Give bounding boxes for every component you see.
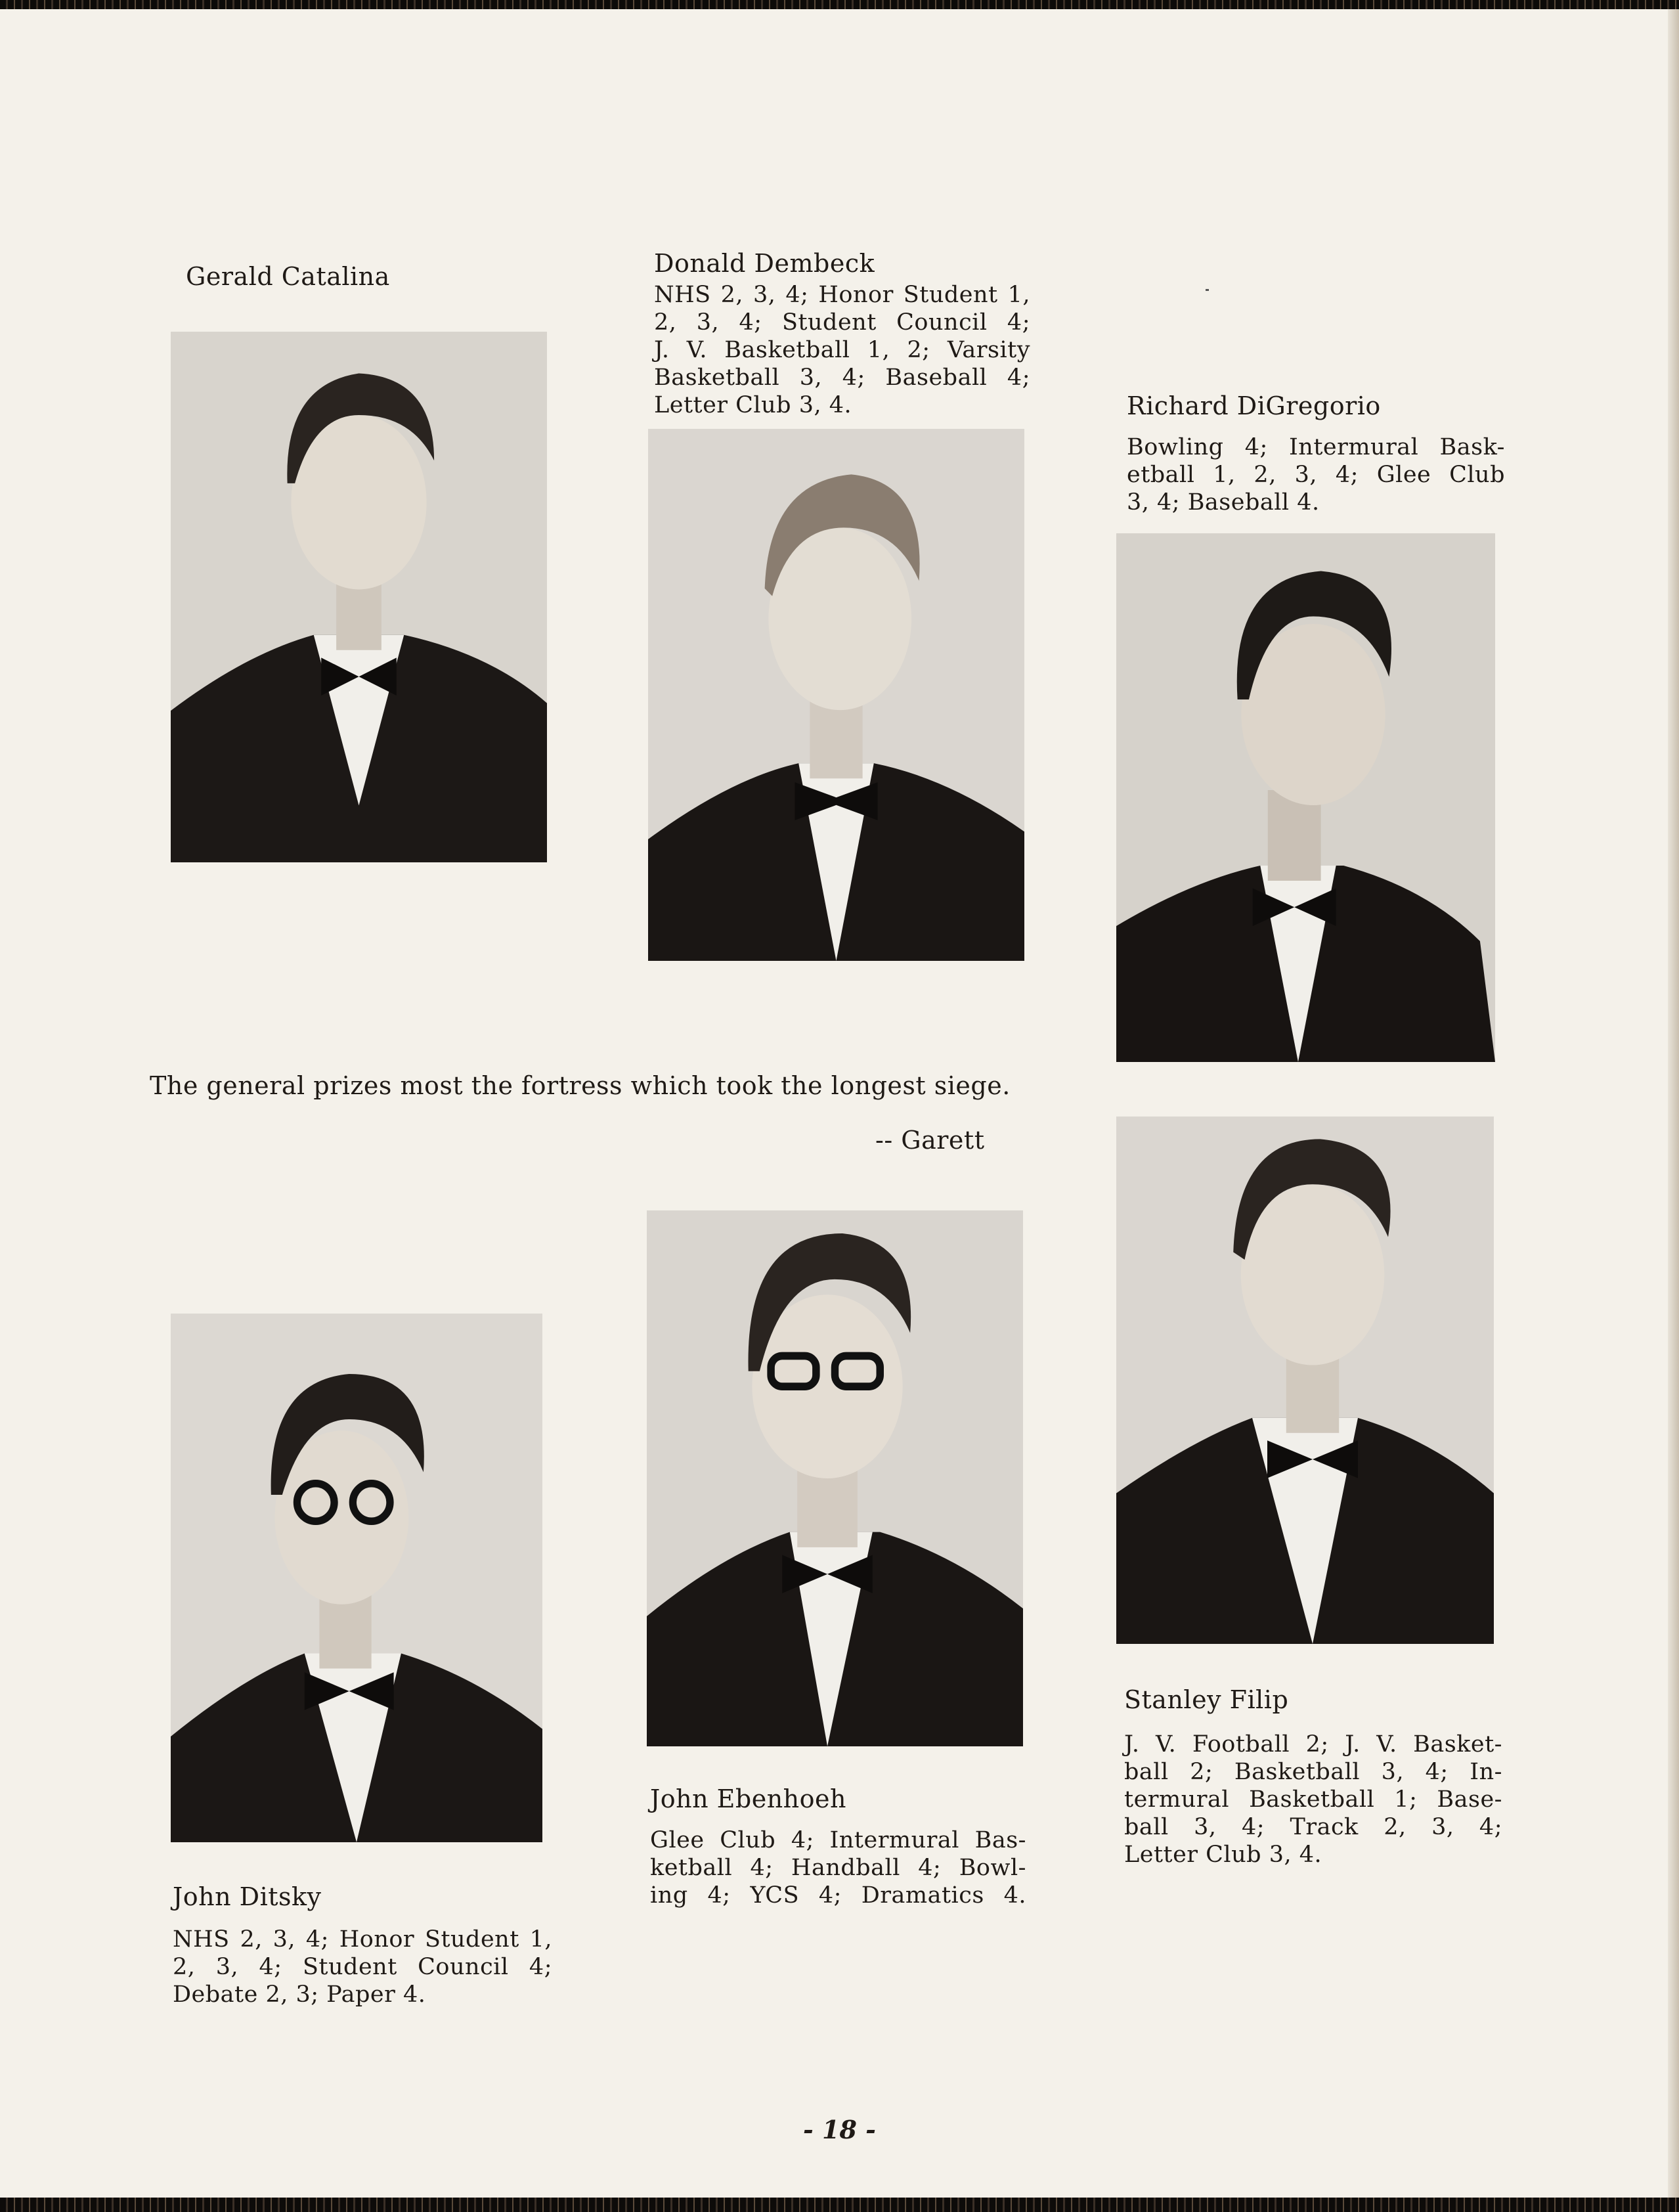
portrait-filip-image <box>1116 1117 1494 1644</box>
activities-digregorio-line-1: Bowling 4; Intermural Bask- <box>1127 434 1505 460</box>
portrait-dembeck-image <box>648 429 1024 961</box>
portrait-dembeck <box>648 429 1024 961</box>
activities-dembeck-line-1: NHS 2, 3, 4; Honor Student 1, <box>654 282 1030 308</box>
portrait-ebenhoeh <box>647 1210 1023 1746</box>
portrait-filip <box>1116 1117 1494 1644</box>
student-name-catalina: Gerald Catalina <box>186 262 390 291</box>
activities-ditsky-line-1: NHS 2, 3, 4; Honor Student 1, <box>173 1926 552 1953</box>
activities-ditsky-line-3: Debate 2, 3; Paper 4. <box>173 1981 426 2008</box>
student-name-ditsky: John Ditsky <box>173 1882 322 1911</box>
activities-digregorio-line-3: 3, 4; Baseball 4. <box>1127 489 1320 516</box>
student-name-ebenhoeh: John Ebenhoeh <box>650 1784 846 1813</box>
student-name-dembeck: Donald Dembeck <box>654 249 875 278</box>
page-edge <box>1668 9 1679 2198</box>
activities-dembeck-line-5: Letter Club 3, 4. <box>654 392 852 418</box>
quote-text: The general prizes most the fortress which took the longest siege. <box>150 1071 1011 1100</box>
activities-filip-line-2: ball 2; Basketball 3, 4; In- <box>1124 1759 1502 1785</box>
activities-filip-line-1: J. V. Football 2; J. V. Basket- <box>1124 1731 1502 1758</box>
portrait-digregorio-image <box>1116 533 1495 1062</box>
scan-border-top <box>0 0 1679 9</box>
activities-filip-line-4: ball 3, 4; Track 2, 3, 4; <box>1124 1814 1502 1840</box>
activities-digregorio-line-2: etball 1, 2, 3, 4; Glee Club <box>1127 462 1505 488</box>
activities-dembeck-line-2: 2, 3, 4; Student Council 4; <box>654 309 1030 336</box>
portrait-catalina <box>171 332 547 862</box>
student-name-filip: Stanley Filip <box>1124 1685 1289 1714</box>
portrait-ebenhoeh-image <box>647 1210 1023 1746</box>
activities-filip-line-3: termural Basketball 1; Base- <box>1124 1786 1502 1813</box>
portrait-ditsky-image <box>171 1314 542 1842</box>
activities-ebenhoeh-line-2: ketball 4; Handball 4; Bowl- <box>650 1855 1026 1881</box>
page-number: - 18 - <box>803 2115 876 2144</box>
portrait-digregorio <box>1116 533 1495 1062</box>
quote-attribution: -- Garett <box>875 1126 985 1155</box>
student-name-digregorio: Richard DiGregorio <box>1127 391 1381 420</box>
activities-dembeck-line-3: J. V. Basketball 1, 2; Varsity <box>654 337 1030 363</box>
activities-ebenhoeh-line-3: ing 4; YCS 4; Dramatics 4. <box>650 1882 1026 1909</box>
scan-speck <box>1206 289 1209 291</box>
activities-ditsky-line-2: 2, 3, 4; Student Council 4; <box>173 1954 552 1980</box>
activities-filip-line-5: Letter Club 3, 4. <box>1124 1842 1322 1868</box>
portrait-catalina-image <box>171 332 547 862</box>
portrait-ditsky <box>171 1314 542 1842</box>
activities-ebenhoeh-line-1: Glee Club 4; Intermural Bas- <box>650 1827 1026 1853</box>
scan-border-bottom <box>0 2198 1679 2212</box>
activities-dembeck-line-4: Basketball 3, 4; Baseball 4; <box>654 365 1030 391</box>
